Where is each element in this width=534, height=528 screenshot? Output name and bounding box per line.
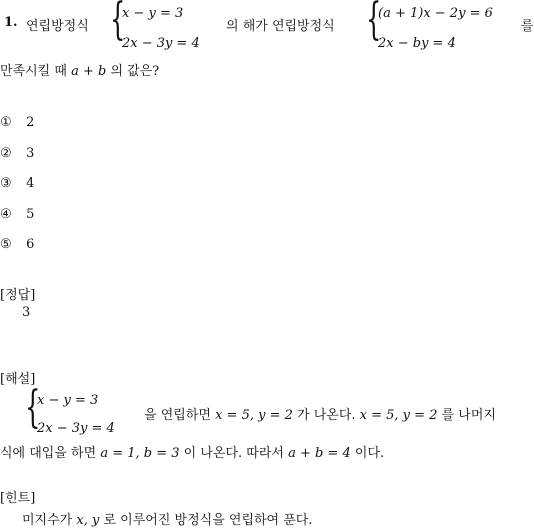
question-text-a: 연립방정식 [26,19,89,34]
hint-t2: 로 이루어진 방정식을 연립하여 푼다. [103,513,313,528]
choice-2[interactable] [0,146,34,161]
system2-eq1: (a + 1)x − 2y = 6 [378,6,493,21]
choice-5-mark: ⑤ [0,237,12,252]
question-line2 [0,60,159,79]
explanation-l1-a: 을 연립하면 [144,408,211,423]
explanation-eq2: 2x − 3y = 4 [37,421,115,436]
explanation-l2-b: 이 나온다. 따라서 [183,446,284,461]
system1-brace: { [110,0,126,45]
question-text-c: 를 [521,19,534,34]
choice-2-mark: ② [0,146,12,161]
choice-5-value: 6 [26,237,35,252]
choice-5[interactable] [0,237,34,252]
explanation-system-brace: { [25,382,41,433]
explanation-label: [해설] [0,372,36,387]
hint-label: [힌트] [0,491,36,506]
answer-label: [정답] [0,288,36,303]
system2-brace: { [366,0,382,45]
hint-text [22,509,313,528]
choice-3[interactable] [0,176,34,191]
explanation-eq1: x − y = 3 [37,393,99,408]
explanation-l2-m2: a + b = 4 [288,446,351,461]
explanation-l1-b: 가 나온다. [297,408,356,423]
choice-1-mark: ① [0,115,12,130]
choice-3-mark: ③ [0,176,12,191]
question-line2-post: 의 값은? [110,64,160,79]
choice-2-value: 3 [26,146,35,161]
hint-m1: x, y [76,513,100,528]
question-text-b: 의 해가 연립방정식 [226,19,335,34]
choice-4-mark: ④ [0,207,12,222]
system1-eq1: x − y = 3 [122,6,184,21]
explanation-l2-c: 이다. [354,446,385,461]
choice-1[interactable] [0,115,34,130]
explanation-l1-c: 를 나머지 [441,408,496,423]
explanation-line2 [0,442,384,461]
explanation-l1-m1: x = 5, y = 2 [215,408,293,423]
question-number: 1. [4,15,18,30]
question-line2-math: a + b [71,64,107,79]
answer-value: 3 [22,305,31,320]
choice-3-value: 4 [26,176,35,191]
system2-eq2: 2x − by = 4 [378,36,456,51]
explanation-line1 [144,404,496,423]
explanation-l1-m2: x = 5, y = 2 [359,408,438,423]
system1-eq2: 2x − 3y = 4 [122,36,200,51]
hint-t1: 미지수가 [22,513,73,528]
choice-4-value: 5 [26,207,35,222]
explanation-l2-a: 식에 대입을 하면 [0,446,97,461]
explanation-l2-m1: a = 1, b = 3 [100,446,180,461]
question-line2-pre: 만족시킬 때 [0,64,67,79]
choice-1-value: 2 [26,115,35,130]
choice-4[interactable] [0,207,34,222]
